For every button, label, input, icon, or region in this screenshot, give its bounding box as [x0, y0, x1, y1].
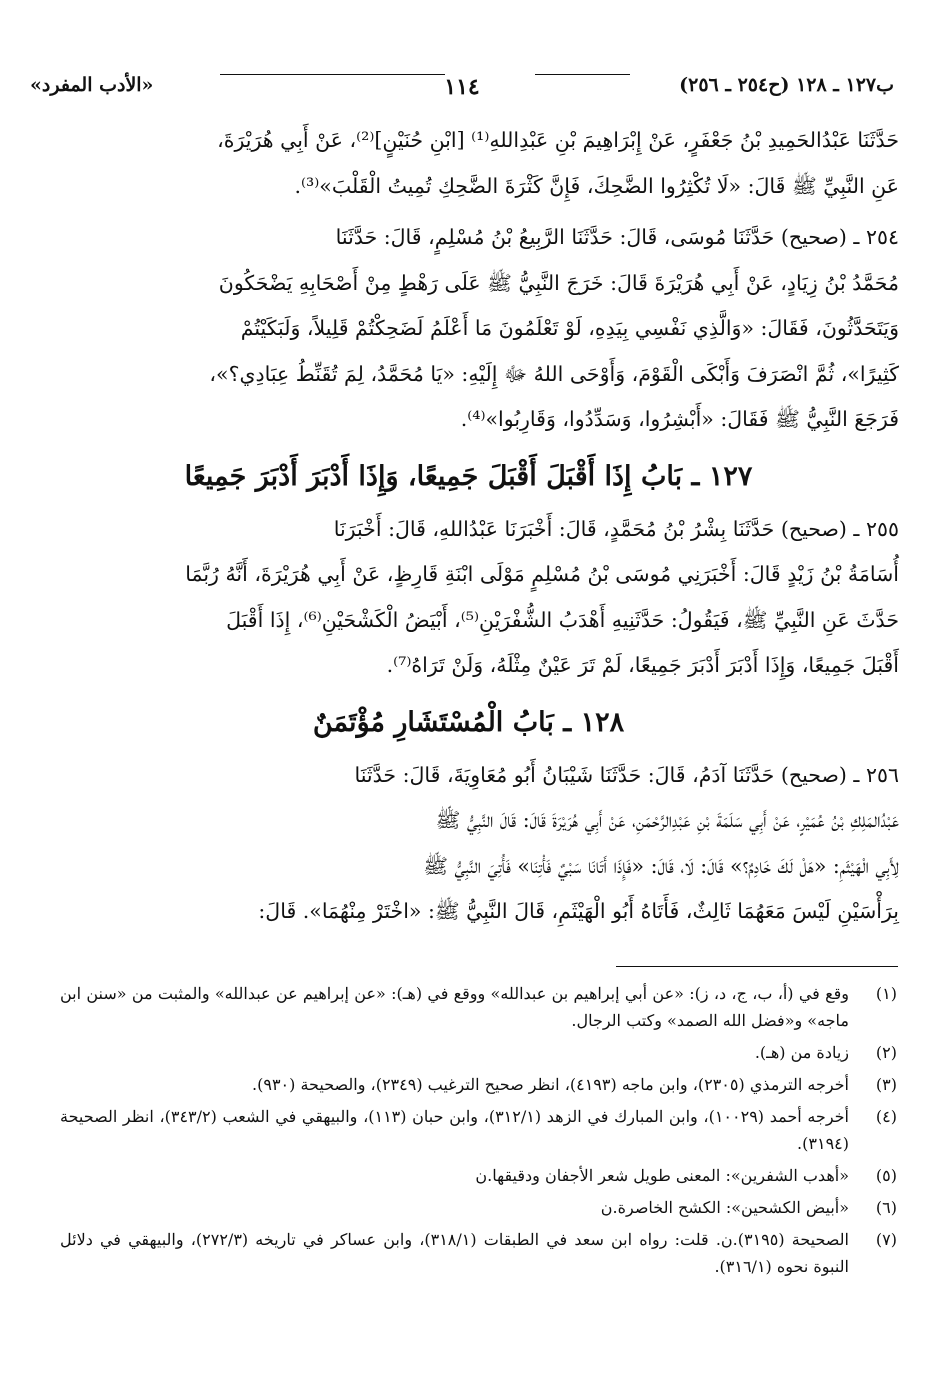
text-line: عَنِ النَّبِيِّ ﷺ قَالَ: «لَا تُكْثِرُوا الضَّحِكَ، فَإِنَّ كَثْرَةَ الضَّحِكِ تُمِيتُ الْقَلْبَ»⁽³⁾. [294, 173, 899, 198]
text-line: حَدَّثَ عَنِ النَّبِيِّ ﷺ، فَيَقُولُ: حَدَّثَنِيهِ أَهْدَبُ الشُّفْرَيْنِ⁽⁵⁾، أَبْيَضُ الْكَشْحَيْنِ⁽⁶⁾، إِذَا أَقْبَلَ [226, 607, 899, 632]
hadith-255-line: ٢٥٥ ـ (صحيح) حَدَّثَنَا بِشْرُ بْنُ مُحَمَّدٍ، قَالَ: أَخْبَرَنَا عَبْدُاللهِ، قَالَ: أَخْبَرَنَا [333, 516, 899, 541]
chapter-title-128: ١٢٨ ـ بَابُ الْمُسْتَشَارِ مُؤْتَمَنٌ [312, 706, 625, 738]
header-chapter-range: ب١٢٧ ـ ١٢٨ (ح٢٥٤ ـ ٢٥٦) [679, 74, 894, 96]
footnote-number: (٦) [875, 1198, 897, 1217]
hadith-254-line: ٢٥٤ ـ (صحيح) حَدَّثَنَا مُوسَى، قَالَ: حَدَّثَنَا الرَّبِيعُ بْنُ مُسْلِمٍ، قَالَ: حَدَّثَنَا [335, 225, 899, 249]
footnote-4 [60, 1103, 897, 1157]
footnote-text: أخرجه أحمد (١٠٠٢٩)، وابن المبارك في الزهد (٣١٢/١)، وابن حبان (١١٣)، والبيهقي في الشعب (٣٤٣/٢)، انظر الصحيحة (٣١٩٤). [60, 1107, 849, 1153]
chapter-title-127: ١٢٧ ـ بَابُ إِذَا أَقْبَلَ أَقْبَلَ جَمِيعًا، وَإِذَا أَدْبَرَ أَدْبَرَ جَمِيعًا [184, 460, 753, 492]
footnote-number: (٥) [875, 1166, 897, 1185]
text-line: وَيَتَحَدَّثُونَ، فَقَالَ: «وَالَّذِي نَفْسِي بِيَدِهِ، لَوْ تَعْلَمُونَ مَا أَعْلَمُ لَضَحِكْتُمْ قَلِيلاً، وَلَبَكَيْتُمْ [240, 316, 899, 340]
footnote-3 [60, 1071, 897, 1098]
running-header [30, 74, 894, 108]
footnote-text: «أبيض الكشحين»: الكشح الخاصرة.ن [600, 1198, 849, 1217]
footnote-text: الصحيحة (٣١٩٥).ن. قلت: رواه ابن سعد في الطبقات (٣١٨/١)، وابن عساكر في تاريخه (٢٧٢/٣)، والبيهقي في دلائل النبوة نحوه (٣١٦/١). [60, 1230, 849, 1276]
footnote-text: زيادة من (هـ). [754, 1043, 849, 1062]
text-line: لِأَبِي الْهَيْثَمِ: «هَلْ لَكَ خَادِمٌ؟» قَالَ: لَا، قَالَ: «فَإِذَا أَتَانَا سَبْيٌ فَأْتِنَا» فَأُتِيَ النَّبِيُّ ﷺ [423, 853, 899, 878]
text-line: أَقْبَلَ جَمِيعًا، وَإِذَا أَدْبَرَ أَدْبَرَ جَمِيعًا، لَمْ تَرَ عَيْنٌ مِثْلَهُ، وَلَنْ تَرَاهُ⁽⁷⁾. [386, 653, 899, 677]
footnote-2 [60, 1039, 897, 1066]
footnote-7 [60, 1226, 897, 1280]
footnote-number: (٧) [875, 1230, 897, 1249]
text-line: كَثِيرًا»، ثُمَّ انْصَرَفَ وَأَبْكَى الْقَوْمَ، وَأَوْحَى اللهُ ﷻ إِلَيْهِ: «يَا مُحَمَّدُ، لِمَ تُقَنِّطُ عِبَادِي؟»، [209, 361, 899, 386]
footnote-number: (٢) [875, 1043, 897, 1062]
footnotes [60, 980, 897, 1285]
text-line: فَرَجَعَ النَّبِيُّ ﷺ فَقَالَ: «أَبْشِرُوا، وَسَدِّدُوا، وَقَارِبُوا»⁽⁴⁾. [460, 407, 899, 431]
footnote-text: وقع في (أ، ب، ج، د، ز): «عن أبي إبراهيم بن عبدالله» ووقع في (هـ): «عن إبراهيم عن عبدالله» والمثبت من «سنن ابن ماجه» و«فضل الله الصمد» وكتب الرجال. [60, 984, 849, 1030]
footnote-1 [60, 980, 897, 1034]
text-line: أُسَامَةُ بْنُ زَيْدٍ قَالَ: أَخْبَرَنِي مُوسَى بْنُ مُسْلِمٍ مَوْلَى ابْنَةِ قَارِظٍ، عَنْ أَبِي هُرَيْرَةَ، أَنَّهُ رُبَّمَا [185, 562, 899, 586]
footnote-number: (٣) [875, 1075, 897, 1094]
text-line: حَدَّثَنَا عَبْدُالحَمِيدِ بْنُ جَعْفَرٍ، عَنْ إِبْرَاهِيمَ بْنِ عَبْدِاللهِ⁽¹⁾ [ابْنِ حُنَيْنٍ]⁽²⁾، عَنْ أَبِي هُرَيْرَةَ، [217, 128, 899, 152]
header-book-title: «الأدب المفرد» [30, 74, 154, 96]
main-text [38, 118, 899, 935]
footnote-text: «أهدب الشفرين»: المعنى طويل شعر الأجفان ودقيقها.ن [475, 1166, 849, 1185]
footnote-separator [616, 966, 898, 967]
header-rule-right [535, 74, 630, 75]
footnote-number: (٤) [875, 1107, 897, 1126]
footnote-number: (١) [875, 984, 897, 1003]
text-line: بِرَأْسَيْنِ لَيْسَ مَعَهُمَا ثَالِثٌ، فَأَتَاهُ أَبُو الْهَيْثَمِ، قَالَ النَّبِيُّ ﷺ: «اخْتَرْ مِنْهُمَا». قَالَ: [258, 899, 899, 923]
text-line: عَبْدُالمَلِكِ بْنُ عُمَيْرٍ، عَنْ أَبِي سَلَمَةَ بْنِ عَبْدِالرَّحْمَنِ، عَنْ أَبِي هُرَيْرَةَ قَالَ: قَالَ النَّبِيُّ ﷺ [435, 808, 899, 832]
page-number: ١١٤ [444, 74, 480, 100]
text-line: مُحَمَّدُ بْنُ زِيَادٍ، عَنْ أَبِي هُرَيْرَةَ قَالَ: خَرَجَ النَّبِيُّ ﷺ عَلَى رَهْطٍ مِنْ أَصْحَابِهِ يَضْحَكُونَ [218, 270, 899, 295]
footnote-text: أخرجه الترمذي (٢٣٠٥)، وابن ماجه (٤١٩٣)، انظر صحيح الترغيب (٢٣٤٩)، والصحيحة (٩٣٠). [252, 1075, 849, 1094]
footnote-6 [60, 1194, 897, 1221]
header-rule-left [220, 74, 445, 75]
hadith-256-line: ٢٥٦ ـ (صحيح) حَدَّثَنَا آدَمُ، قَالَ: حَدَّثَنَا شَيْبَانُ أَبُو مُعَاوِيَةَ، قَالَ: حَدَّثَنَا [354, 762, 899, 787]
footnote-5 [60, 1162, 897, 1189]
